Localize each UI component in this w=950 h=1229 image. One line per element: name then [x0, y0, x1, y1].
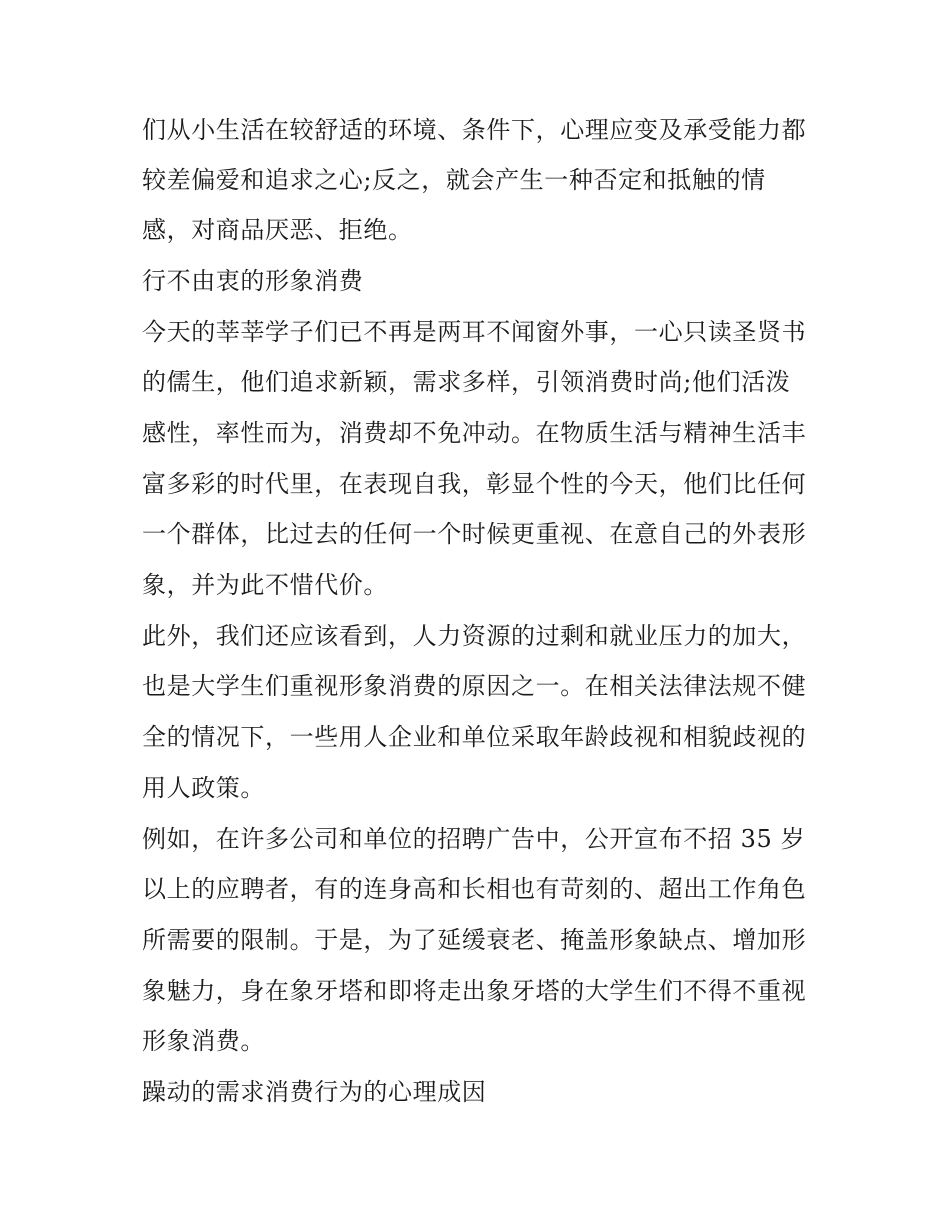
- text-line: 例如，在许多公司和单位的招聘广告中，公开宣布不招 35 岁: [142, 825, 806, 853]
- text-line: 较差偏爱和追求之心;反之，就会产生一种否定和抵触的情: [142, 166, 766, 194]
- text-line: 感性，率性而为，消费却不免冲动。在物质生活与精神生活丰: [142, 419, 807, 447]
- text-line: 以上的应聘者，有的连身高和长相也有苛刻的、超出工作角色: [142, 875, 807, 903]
- text-line: 一个群体，比过去的任何一个时候更重视、在意自己的外表形: [142, 520, 807, 548]
- text-line: 们从小生活在较舒适的环境、条件下，心理应变及承受能力都: [142, 116, 807, 144]
- text-line: 今天的莘莘学子们已不再是两耳不闻窗外事，一心只读圣贤书: [142, 318, 807, 346]
- section-heading: 行不由衷的形象消费: [142, 267, 364, 295]
- text-line: 所需要的限制。于是，为了延缓衰老、掩盖形象缺点、增加形: [142, 926, 807, 954]
- text-line: 此外，我们还应该看到，人力资源的过剩和就业压力的加大，: [142, 622, 807, 650]
- text-line: 形象消费。: [142, 1027, 265, 1055]
- text-line: 象魅力，身在象牙塔和即将走出象牙塔的大学生们不得不重视: [142, 977, 807, 1005]
- text-line: 用人政策。: [142, 774, 265, 802]
- text-line: 感，对商品厌恶、拒绝。: [142, 216, 413, 244]
- text-line: 的儒生，他们追求新颖，需求多样，引领消费时尚;他们活泼: [142, 368, 791, 396]
- text-line: 象，并为此不惜代价。: [142, 571, 388, 599]
- text-line: 全的情况下，一些用人企业和单位采取年龄歧视和相貌歧视的: [142, 723, 807, 751]
- text-line: 富多彩的时代里，在表现自我，彰显个性的今天，他们比任何: [142, 470, 807, 498]
- section-heading: 躁动的需求消费行为的心理成因: [142, 1078, 487, 1106]
- text-line: 也是大学生们重视形象消费的原因之一。在相关法律法规不健: [142, 672, 807, 700]
